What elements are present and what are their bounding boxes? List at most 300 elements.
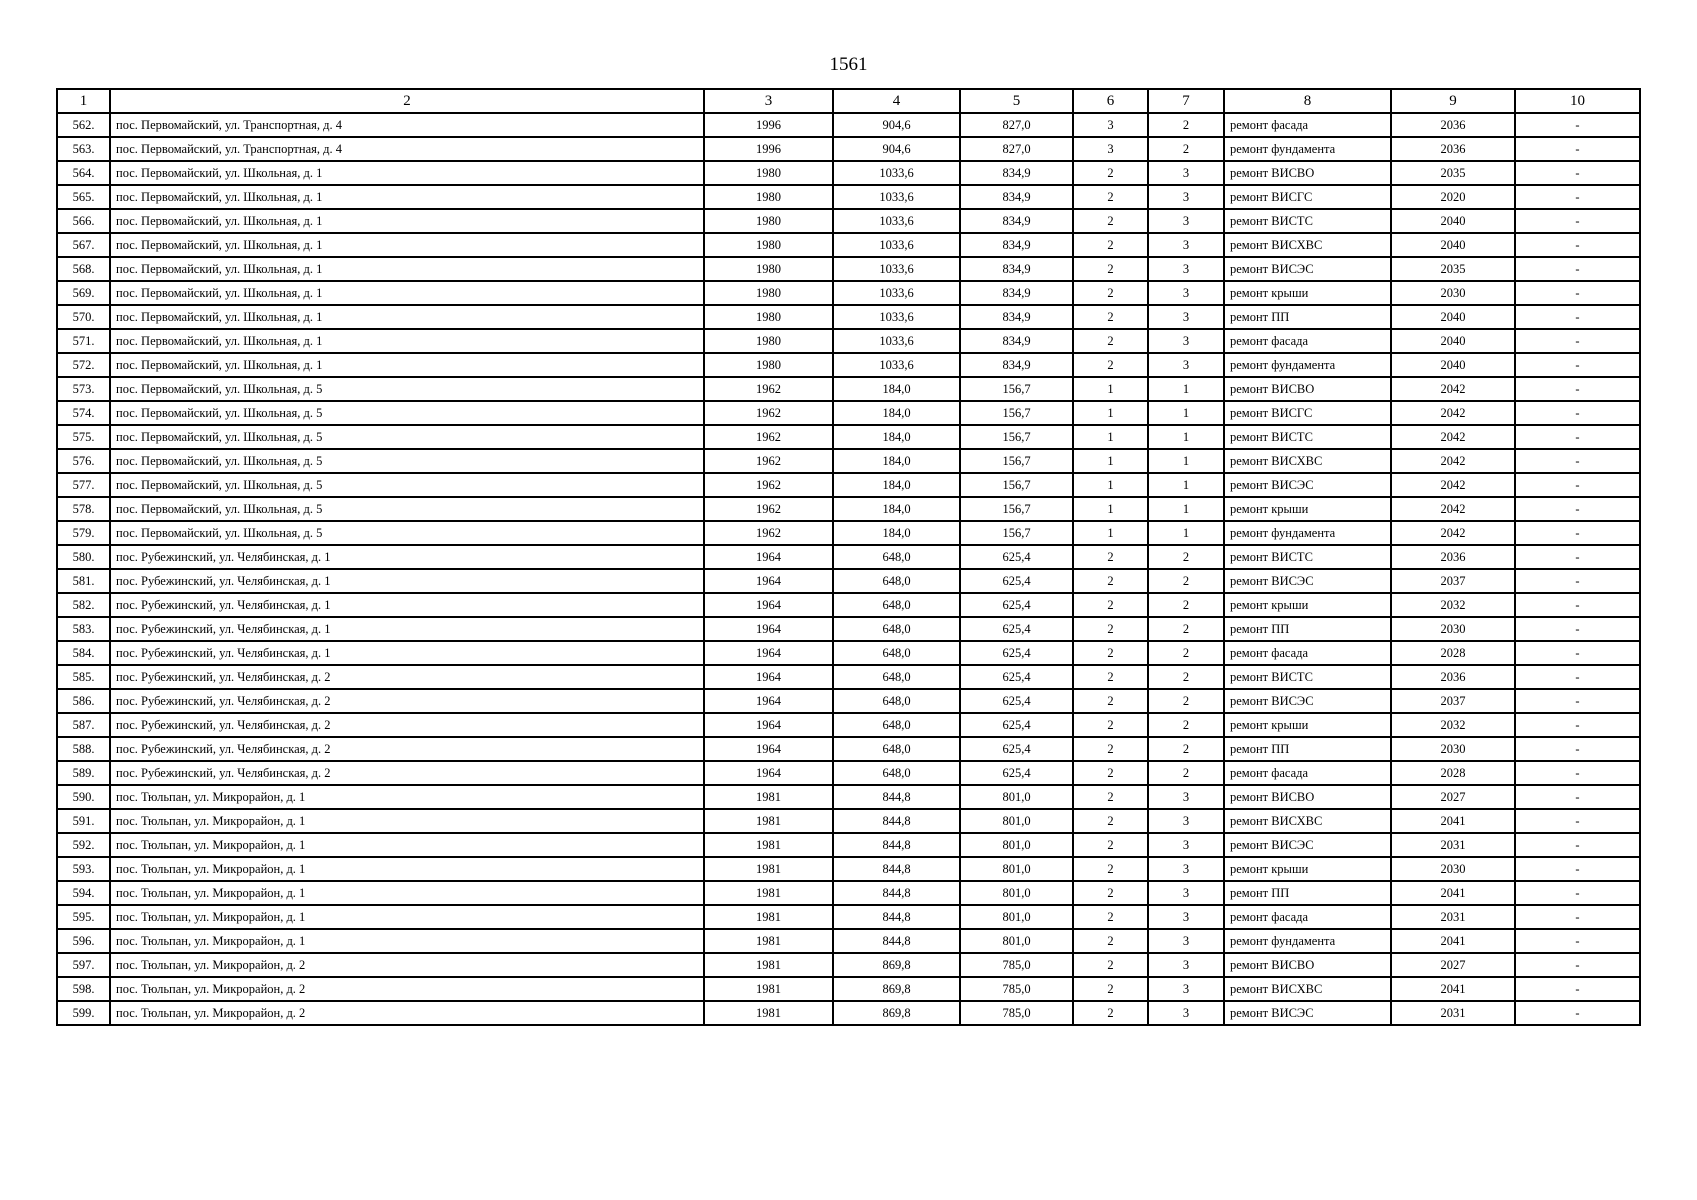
note-cell: - xyxy=(1515,641,1640,665)
note-cell: - xyxy=(1515,233,1640,257)
entrances-cell: 1 xyxy=(1148,377,1224,401)
floors-cell: 2 xyxy=(1073,977,1148,1001)
floors-cell: 2 xyxy=(1073,353,1148,377)
work-type-cell: ремонт ВИСЭС xyxy=(1224,257,1391,281)
planned-year-cell: 2041 xyxy=(1391,977,1515,1001)
total-area-cell: 844,8 xyxy=(833,929,960,953)
row-number-cell: 567. xyxy=(57,233,110,257)
year-built-cell: 1964 xyxy=(704,641,833,665)
planned-year-cell: 2030 xyxy=(1391,857,1515,881)
year-built-cell: 1980 xyxy=(704,329,833,353)
floors-cell: 2 xyxy=(1073,305,1148,329)
planned-year-cell: 2041 xyxy=(1391,881,1515,905)
living-area-cell: 827,0 xyxy=(960,137,1073,161)
row-number-cell: 579. xyxy=(57,521,110,545)
floors-cell: 2 xyxy=(1073,785,1148,809)
column-header-3: 3 xyxy=(704,89,833,113)
entrances-cell: 2 xyxy=(1148,713,1224,737)
table-row xyxy=(57,521,1640,545)
table-row xyxy=(57,809,1640,833)
entrances-cell: 2 xyxy=(1148,569,1224,593)
address-cell: пос. Тюльпан, ул. Микрорайон, д. 1 xyxy=(110,929,704,953)
total-area-cell: 844,8 xyxy=(833,881,960,905)
year-built-cell: 1996 xyxy=(704,113,833,137)
floors-cell: 2 xyxy=(1073,641,1148,665)
floors-cell: 1 xyxy=(1073,473,1148,497)
living-area-cell: 801,0 xyxy=(960,881,1073,905)
address-cell: пос. Рубежинский, ул. Челябинская, д. 2 xyxy=(110,665,704,689)
total-area-cell: 844,8 xyxy=(833,785,960,809)
address-cell: пос. Тюльпан, ул. Микрорайон, д. 2 xyxy=(110,977,704,1001)
row-number-cell: 587. xyxy=(57,713,110,737)
address-cell: пос. Первомайский, ул. Школьная, д. 1 xyxy=(110,233,704,257)
column-header-4: 4 xyxy=(833,89,960,113)
table-row xyxy=(57,353,1640,377)
row-number-cell: 588. xyxy=(57,737,110,761)
address-cell: пос. Первомайский, ул. Школьная, д. 1 xyxy=(110,209,704,233)
floors-cell: 2 xyxy=(1073,617,1148,641)
work-type-cell: ремонт фундамента xyxy=(1224,929,1391,953)
address-cell: пос. Первомайский, ул. Школьная, д. 5 xyxy=(110,449,704,473)
planned-year-cell: 2042 xyxy=(1391,521,1515,545)
year-built-cell: 1962 xyxy=(704,425,833,449)
entrances-cell: 3 xyxy=(1148,833,1224,857)
floors-cell: 1 xyxy=(1073,425,1148,449)
floors-cell: 2 xyxy=(1073,833,1148,857)
floors-cell: 2 xyxy=(1073,161,1148,185)
entrances-cell: 1 xyxy=(1148,521,1224,545)
table-row xyxy=(57,857,1640,881)
total-area-cell: 648,0 xyxy=(833,569,960,593)
total-area-cell: 1033,6 xyxy=(833,329,960,353)
table-row xyxy=(57,545,1640,569)
floors-cell: 1 xyxy=(1073,401,1148,425)
note-cell: - xyxy=(1515,905,1640,929)
year-built-cell: 1980 xyxy=(704,185,833,209)
entrances-cell: 1 xyxy=(1148,401,1224,425)
note-cell: - xyxy=(1515,977,1640,1001)
total-area-cell: 184,0 xyxy=(833,521,960,545)
entrances-cell: 3 xyxy=(1148,1001,1224,1025)
planned-year-cell: 2042 xyxy=(1391,473,1515,497)
floors-cell: 1 xyxy=(1073,521,1148,545)
table-row xyxy=(57,905,1640,929)
address-cell: пос. Первомайский, ул. Школьная, д. 1 xyxy=(110,305,704,329)
planned-year-cell: 2040 xyxy=(1391,209,1515,233)
row-number-cell: 583. xyxy=(57,617,110,641)
living-area-cell: 785,0 xyxy=(960,1001,1073,1025)
work-type-cell: ремонт фасада xyxy=(1224,905,1391,929)
work-type-cell: ремонт фасада xyxy=(1224,761,1391,785)
work-type-cell: ремонт ВИСЭС xyxy=(1224,1001,1391,1025)
work-type-cell: ремонт ПП xyxy=(1224,617,1391,641)
address-cell: пос. Рубежинский, ул. Челябинская, д. 1 xyxy=(110,569,704,593)
entrances-cell: 2 xyxy=(1148,545,1224,569)
work-type-cell: ремонт ВИСЭС xyxy=(1224,689,1391,713)
living-area-cell: 156,7 xyxy=(960,401,1073,425)
address-cell: пос. Тюльпан, ул. Микрорайон, д. 2 xyxy=(110,953,704,977)
row-number-cell: 564. xyxy=(57,161,110,185)
note-cell: - xyxy=(1515,665,1640,689)
living-area-cell: 156,7 xyxy=(960,377,1073,401)
floors-cell: 2 xyxy=(1073,713,1148,737)
planned-year-cell: 2035 xyxy=(1391,257,1515,281)
row-number-cell: 584. xyxy=(57,641,110,665)
total-area-cell: 1033,6 xyxy=(833,185,960,209)
planned-year-cell: 2027 xyxy=(1391,785,1515,809)
entrances-cell: 3 xyxy=(1148,161,1224,185)
entrances-cell: 1 xyxy=(1148,449,1224,473)
address-cell: пос. Первомайский, ул. Школьная, д. 5 xyxy=(110,401,704,425)
floors-cell: 2 xyxy=(1073,257,1148,281)
total-area-cell: 1033,6 xyxy=(833,281,960,305)
year-built-cell: 1981 xyxy=(704,953,833,977)
planned-year-cell: 2030 xyxy=(1391,281,1515,305)
note-cell: - xyxy=(1515,185,1640,209)
address-cell: пос. Тюльпан, ул. Микрорайон, д. 1 xyxy=(110,905,704,929)
entrances-cell: 3 xyxy=(1148,977,1224,1001)
total-area-cell: 1033,6 xyxy=(833,233,960,257)
living-area-cell: 801,0 xyxy=(960,857,1073,881)
year-built-cell: 1964 xyxy=(704,593,833,617)
planned-year-cell: 2035 xyxy=(1391,161,1515,185)
entrances-cell: 3 xyxy=(1148,281,1224,305)
living-area-cell: 625,4 xyxy=(960,593,1073,617)
total-area-cell: 844,8 xyxy=(833,809,960,833)
planned-year-cell: 2042 xyxy=(1391,497,1515,521)
address-cell: пос. Первомайский, ул. Школьная, д. 1 xyxy=(110,161,704,185)
work-type-cell: ремонт ВИСВО xyxy=(1224,377,1391,401)
table-row xyxy=(57,161,1640,185)
living-area-cell: 834,9 xyxy=(960,281,1073,305)
column-header-6: 6 xyxy=(1073,89,1148,113)
note-cell: - xyxy=(1515,761,1640,785)
work-type-cell: ремонт крыши xyxy=(1224,593,1391,617)
row-number-cell: 590. xyxy=(57,785,110,809)
total-area-cell: 648,0 xyxy=(833,689,960,713)
note-cell: - xyxy=(1515,305,1640,329)
floors-cell: 2 xyxy=(1073,185,1148,209)
note-cell: - xyxy=(1515,689,1640,713)
address-cell: пос. Рубежинский, ул. Челябинская, д. 2 xyxy=(110,761,704,785)
table-row xyxy=(57,953,1640,977)
total-area-cell: 184,0 xyxy=(833,377,960,401)
work-type-cell: ремонт фундамента xyxy=(1224,521,1391,545)
note-cell: - xyxy=(1515,473,1640,497)
entrances-cell: 3 xyxy=(1148,809,1224,833)
entrances-cell: 3 xyxy=(1148,929,1224,953)
note-cell: - xyxy=(1515,737,1640,761)
table-row xyxy=(57,761,1640,785)
table-row xyxy=(57,185,1640,209)
work-type-cell: ремонт ВИСЭС xyxy=(1224,833,1391,857)
work-type-cell: ремонт крыши xyxy=(1224,497,1391,521)
planned-year-cell: 2042 xyxy=(1391,401,1515,425)
address-cell: пос. Рубежинский, ул. Челябинская, д. 1 xyxy=(110,641,704,665)
planned-year-cell: 2036 xyxy=(1391,665,1515,689)
note-cell: - xyxy=(1515,881,1640,905)
table-row xyxy=(57,785,1640,809)
year-built-cell: 1980 xyxy=(704,257,833,281)
year-built-cell: 1964 xyxy=(704,569,833,593)
address-cell: пос. Рубежинский, ул. Челябинская, д. 2 xyxy=(110,689,704,713)
total-area-cell: 1033,6 xyxy=(833,209,960,233)
row-number-cell: 577. xyxy=(57,473,110,497)
row-number-cell: 575. xyxy=(57,425,110,449)
work-type-cell: ремонт ВИСВО xyxy=(1224,785,1391,809)
work-type-cell: ремонт крыши xyxy=(1224,281,1391,305)
table-row xyxy=(57,281,1640,305)
year-built-cell: 1980 xyxy=(704,161,833,185)
floors-cell: 1 xyxy=(1073,377,1148,401)
year-built-cell: 1981 xyxy=(704,857,833,881)
work-type-cell: ремонт ВИСВО xyxy=(1224,161,1391,185)
total-area-cell: 648,0 xyxy=(833,593,960,617)
year-built-cell: 1964 xyxy=(704,689,833,713)
year-built-cell: 1962 xyxy=(704,473,833,497)
table-row xyxy=(57,641,1640,665)
work-type-cell: ремонт ВИСТС xyxy=(1224,209,1391,233)
entrances-cell: 2 xyxy=(1148,617,1224,641)
note-cell: - xyxy=(1515,809,1640,833)
living-area-cell: 156,7 xyxy=(960,449,1073,473)
column-header-8: 8 xyxy=(1224,89,1391,113)
table-row xyxy=(57,737,1640,761)
total-area-cell: 184,0 xyxy=(833,425,960,449)
year-built-cell: 1981 xyxy=(704,881,833,905)
year-built-cell: 1962 xyxy=(704,449,833,473)
column-header-2: 2 xyxy=(110,89,704,113)
row-number-cell: 594. xyxy=(57,881,110,905)
living-area-cell: 801,0 xyxy=(960,929,1073,953)
floors-cell: 1 xyxy=(1073,497,1148,521)
entrances-cell: 3 xyxy=(1148,905,1224,929)
year-built-cell: 1981 xyxy=(704,809,833,833)
entrances-cell: 1 xyxy=(1148,497,1224,521)
total-area-cell: 869,8 xyxy=(833,953,960,977)
table-row xyxy=(57,713,1640,737)
total-area-cell: 869,8 xyxy=(833,977,960,1001)
row-number-cell: 592. xyxy=(57,833,110,857)
living-area-cell: 827,0 xyxy=(960,113,1073,137)
table-row xyxy=(57,497,1640,521)
table-row xyxy=(57,593,1640,617)
note-cell: - xyxy=(1515,785,1640,809)
note-cell: - xyxy=(1515,401,1640,425)
entrances-cell: 2 xyxy=(1148,137,1224,161)
work-type-cell: ремонт фасада xyxy=(1224,113,1391,137)
row-number-cell: 589. xyxy=(57,761,110,785)
total-area-cell: 648,0 xyxy=(833,665,960,689)
planned-year-cell: 2028 xyxy=(1391,761,1515,785)
note-cell: - xyxy=(1515,137,1640,161)
address-cell: пос. Тюльпан, ул. Микрорайон, д. 2 xyxy=(110,1001,704,1025)
entrances-cell: 2 xyxy=(1148,737,1224,761)
address-cell: пос. Тюльпан, ул. Микрорайон, д. 1 xyxy=(110,857,704,881)
living-area-cell: 625,4 xyxy=(960,569,1073,593)
year-built-cell: 1980 xyxy=(704,209,833,233)
living-area-cell: 625,4 xyxy=(960,641,1073,665)
column-header-5: 5 xyxy=(960,89,1073,113)
planned-year-cell: 2042 xyxy=(1391,377,1515,401)
total-area-cell: 184,0 xyxy=(833,497,960,521)
column-header-10: 10 xyxy=(1515,89,1640,113)
living-area-cell: 801,0 xyxy=(960,785,1073,809)
row-number-cell: 570. xyxy=(57,305,110,329)
table-row xyxy=(57,137,1640,161)
planned-year-cell: 2036 xyxy=(1391,137,1515,161)
row-number-cell: 568. xyxy=(57,257,110,281)
total-area-cell: 648,0 xyxy=(833,641,960,665)
work-type-cell: ремонт фасада xyxy=(1224,641,1391,665)
row-number-cell: 599. xyxy=(57,1001,110,1025)
living-area-cell: 625,4 xyxy=(960,737,1073,761)
planned-year-cell: 2032 xyxy=(1391,713,1515,737)
floors-cell: 3 xyxy=(1073,113,1148,137)
note-cell: - xyxy=(1515,1001,1640,1025)
living-area-cell: 156,7 xyxy=(960,425,1073,449)
note-cell: - xyxy=(1515,257,1640,281)
note-cell: - xyxy=(1515,713,1640,737)
living-area-cell: 834,9 xyxy=(960,185,1073,209)
table-row xyxy=(57,569,1640,593)
total-area-cell: 1033,6 xyxy=(833,353,960,377)
note-cell: - xyxy=(1515,617,1640,641)
total-area-cell: 904,6 xyxy=(833,113,960,137)
year-built-cell: 1962 xyxy=(704,521,833,545)
entrances-cell: 2 xyxy=(1148,593,1224,617)
floors-cell: 2 xyxy=(1073,953,1148,977)
year-built-cell: 1964 xyxy=(704,713,833,737)
floors-cell: 2 xyxy=(1073,233,1148,257)
work-type-cell: ремонт ВИСГС xyxy=(1224,185,1391,209)
living-area-cell: 785,0 xyxy=(960,953,1073,977)
header-row xyxy=(57,89,1640,113)
total-area-cell: 844,8 xyxy=(833,905,960,929)
row-number-cell: 586. xyxy=(57,689,110,713)
total-area-cell: 184,0 xyxy=(833,449,960,473)
row-number-cell: 585. xyxy=(57,665,110,689)
row-number-cell: 573. xyxy=(57,377,110,401)
row-number-cell: 576. xyxy=(57,449,110,473)
note-cell: - xyxy=(1515,113,1640,137)
floors-cell: 2 xyxy=(1073,1001,1148,1025)
planned-year-cell: 2028 xyxy=(1391,641,1515,665)
year-built-cell: 1981 xyxy=(704,977,833,1001)
note-cell: - xyxy=(1515,497,1640,521)
living-area-cell: 801,0 xyxy=(960,809,1073,833)
repair-schedule-table xyxy=(56,88,1641,1026)
floors-cell: 2 xyxy=(1073,737,1148,761)
row-number-cell: 571. xyxy=(57,329,110,353)
planned-year-cell: 2042 xyxy=(1391,449,1515,473)
entrances-cell: 2 xyxy=(1148,113,1224,137)
floors-cell: 2 xyxy=(1073,929,1148,953)
planned-year-cell: 2040 xyxy=(1391,329,1515,353)
work-type-cell: ремонт ВИСЭС xyxy=(1224,569,1391,593)
living-area-cell: 625,4 xyxy=(960,713,1073,737)
entrances-cell: 3 xyxy=(1148,257,1224,281)
work-type-cell: ремонт ВИСХВС xyxy=(1224,233,1391,257)
total-area-cell: 1033,6 xyxy=(833,161,960,185)
planned-year-cell: 2030 xyxy=(1391,737,1515,761)
note-cell: - xyxy=(1515,449,1640,473)
address-cell: пос. Первомайский, ул. Школьная, д. 1 xyxy=(110,185,704,209)
table-row xyxy=(57,1001,1640,1025)
planned-year-cell: 2036 xyxy=(1391,113,1515,137)
year-built-cell: 1964 xyxy=(704,617,833,641)
total-area-cell: 648,0 xyxy=(833,713,960,737)
year-built-cell: 1981 xyxy=(704,929,833,953)
row-number-cell: 595. xyxy=(57,905,110,929)
floors-cell: 2 xyxy=(1073,545,1148,569)
floors-cell: 2 xyxy=(1073,857,1148,881)
row-number-cell: 566. xyxy=(57,209,110,233)
note-cell: - xyxy=(1515,833,1640,857)
table-row xyxy=(57,233,1640,257)
planned-year-cell: 2036 xyxy=(1391,545,1515,569)
table-row xyxy=(57,449,1640,473)
total-area-cell: 844,8 xyxy=(833,833,960,857)
planned-year-cell: 2031 xyxy=(1391,1001,1515,1025)
row-number-cell: 580. xyxy=(57,545,110,569)
planned-year-cell: 2027 xyxy=(1391,953,1515,977)
year-built-cell: 1980 xyxy=(704,353,833,377)
year-built-cell: 1996 xyxy=(704,137,833,161)
table-row xyxy=(57,977,1640,1001)
work-type-cell: ремонт ВИСТС xyxy=(1224,425,1391,449)
floors-cell: 2 xyxy=(1073,665,1148,689)
planned-year-cell: 2040 xyxy=(1391,353,1515,377)
row-number-cell: 569. xyxy=(57,281,110,305)
living-area-cell: 801,0 xyxy=(960,833,1073,857)
living-area-cell: 834,9 xyxy=(960,257,1073,281)
living-area-cell: 834,9 xyxy=(960,209,1073,233)
year-built-cell: 1964 xyxy=(704,737,833,761)
address-cell: пос. Первомайский, ул. Школьная, д. 5 xyxy=(110,521,704,545)
year-built-cell: 1962 xyxy=(704,401,833,425)
living-area-cell: 156,7 xyxy=(960,473,1073,497)
table-row xyxy=(57,617,1640,641)
floors-cell: 2 xyxy=(1073,569,1148,593)
floors-cell: 2 xyxy=(1073,593,1148,617)
entrances-cell: 3 xyxy=(1148,233,1224,257)
total-area-cell: 1033,6 xyxy=(833,257,960,281)
entrances-cell: 2 xyxy=(1148,641,1224,665)
living-area-cell: 625,4 xyxy=(960,545,1073,569)
floors-cell: 2 xyxy=(1073,809,1148,833)
year-built-cell: 1964 xyxy=(704,761,833,785)
total-area-cell: 184,0 xyxy=(833,401,960,425)
address-cell: пос. Первомайский, ул. Школьная, д. 1 xyxy=(110,257,704,281)
living-area-cell: 625,4 xyxy=(960,665,1073,689)
row-number-cell: 591. xyxy=(57,809,110,833)
work-type-cell: ремонт ВИСХВС xyxy=(1224,977,1391,1001)
note-cell: - xyxy=(1515,857,1640,881)
table-row xyxy=(57,833,1640,857)
address-cell: пос. Тюльпан, ул. Микрорайон, д. 1 xyxy=(110,833,704,857)
work-type-cell: ремонт крыши xyxy=(1224,713,1391,737)
entrances-cell: 3 xyxy=(1148,857,1224,881)
note-cell: - xyxy=(1515,425,1640,449)
year-built-cell: 1964 xyxy=(704,545,833,569)
work-type-cell: ремонт фундамента xyxy=(1224,353,1391,377)
year-built-cell: 1962 xyxy=(704,377,833,401)
work-type-cell: ремонт ВИСТС xyxy=(1224,665,1391,689)
row-number-cell: 572. xyxy=(57,353,110,377)
total-area-cell: 648,0 xyxy=(833,545,960,569)
entrances-cell: 3 xyxy=(1148,185,1224,209)
